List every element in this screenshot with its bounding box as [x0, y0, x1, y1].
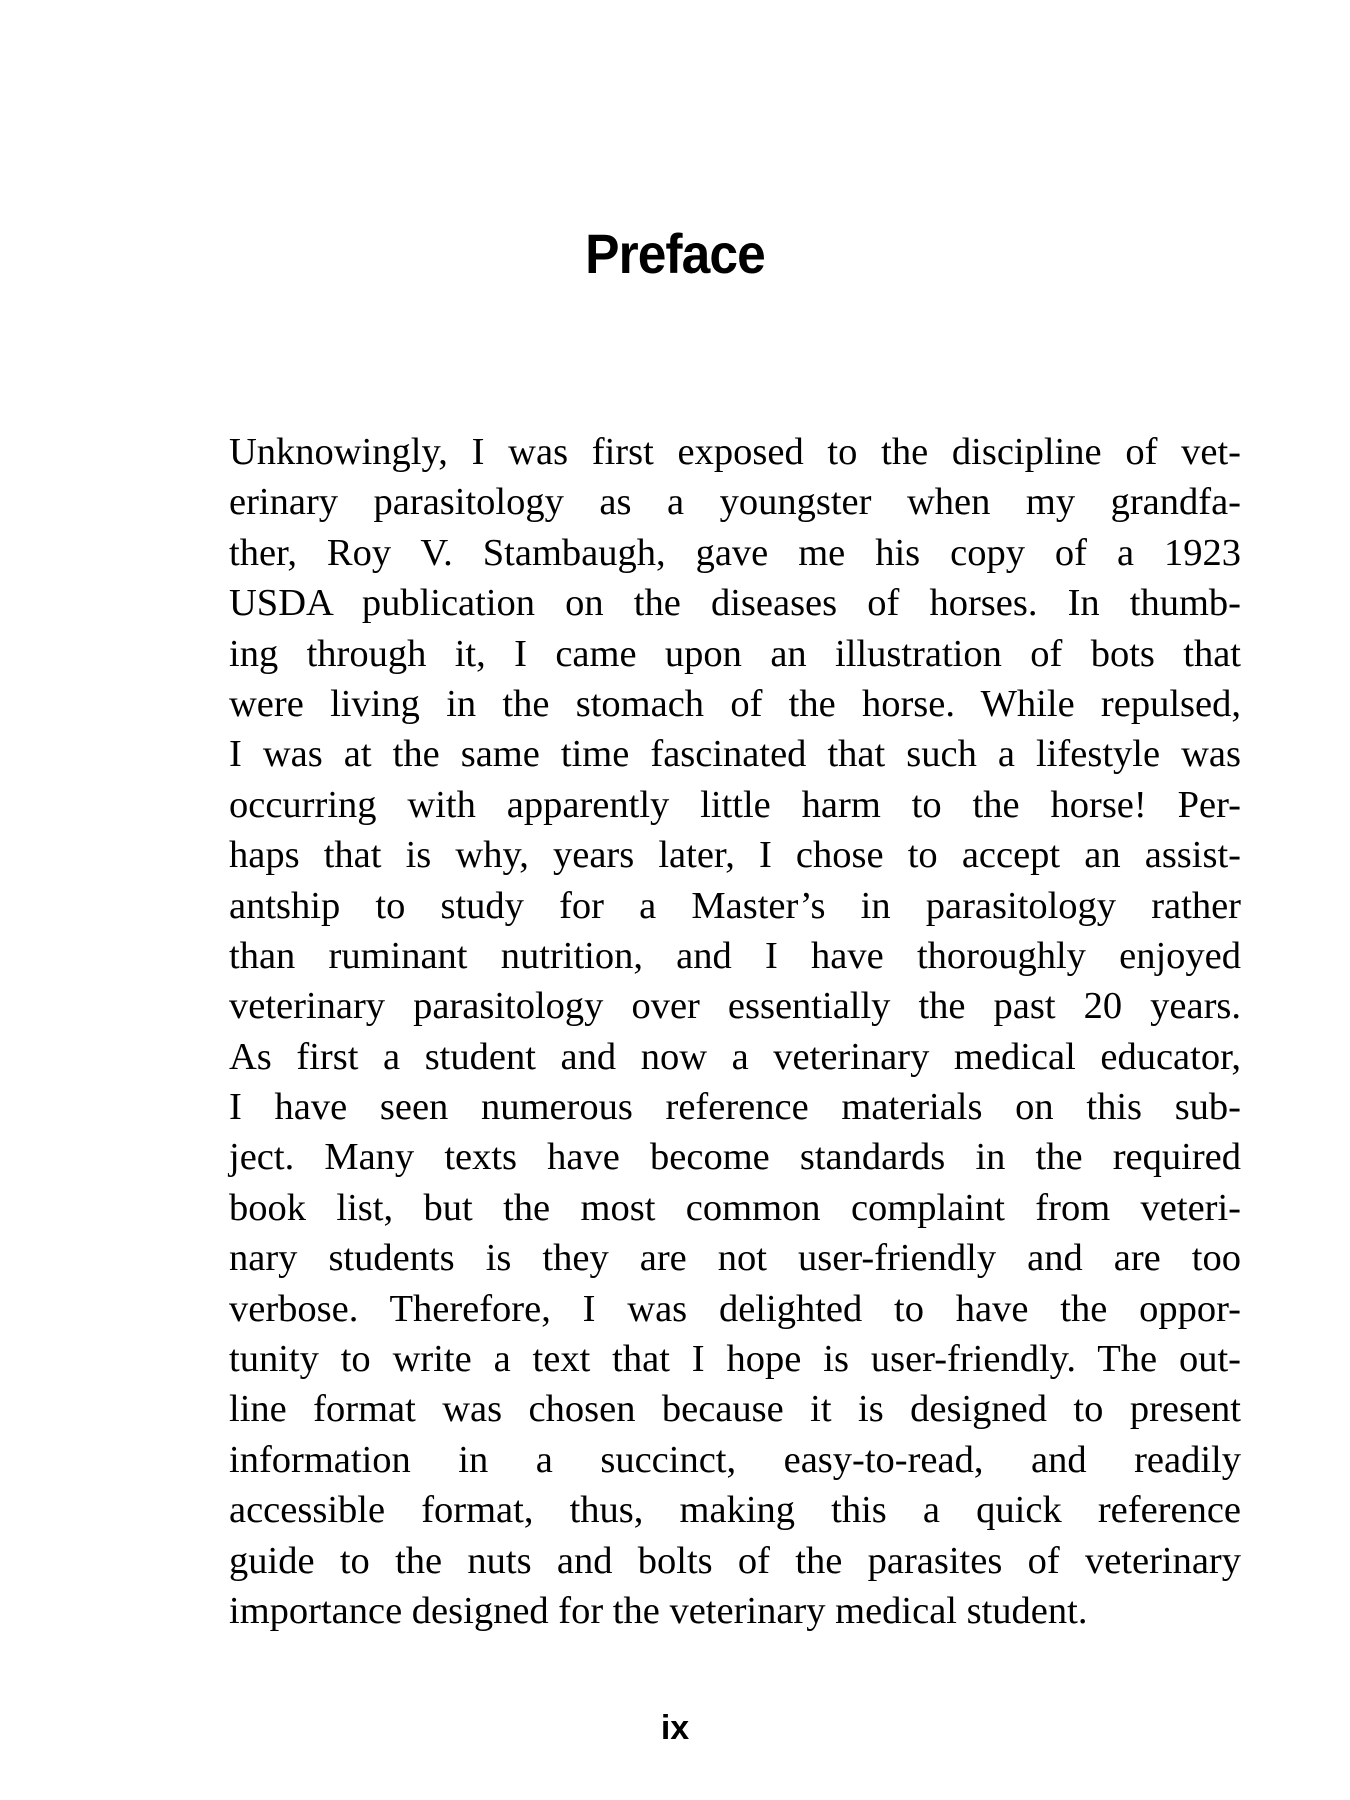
text-line: ther, Roy V. Stambaugh, gave me his copy of a 1923 [229, 531, 1241, 574]
text-line: accessible format, thus, making this a quick reference [229, 1489, 1241, 1532]
text-line: ject. Many texts have become standards in the required [229, 1136, 1241, 1179]
text-line: nary students is they are not user-friendly and are too [229, 1237, 1241, 1280]
text-line: haps that is why, years later, I chose to accept an assist- [229, 834, 1241, 877]
text-line: than ruminant nutrition, and I have thoroughly enjoyed [229, 934, 1241, 977]
text-line: I have seen numerous reference materials on this sub- [229, 1086, 1241, 1129]
text-line: ing through it, I came upon an illustration of bots that [229, 632, 1241, 675]
text-line: line format was chosen because it is designed to present [229, 1388, 1241, 1431]
text-line: USDA publication on the diseases of horses. In thumb- [229, 582, 1241, 625]
page-number: ix [660, 1709, 690, 1747]
text-line: erinary parasitology as a youngster when my grandfa- [229, 481, 1241, 524]
text-line: information in a succinct, easy-to-read, and readily [229, 1438, 1241, 1481]
text-line: I was at the same time fascinated that such a lifestyle was [229, 733, 1241, 776]
text-line: importance designed for the veterinary medical student. [229, 1589, 1088, 1632]
page-title: Preface [585, 222, 765, 285]
text-line: tunity to write a text that I hope is user-friendly. The out- [229, 1338, 1241, 1381]
text-line: verbose. Therefore, I was delighted to have the oppor- [229, 1287, 1241, 1330]
text-line: occurring with apparently little harm to the horse! Per- [229, 783, 1241, 826]
text-line: As first a student and now a veterinary medical educator, [229, 1035, 1241, 1078]
text-line: guide to the nuts and bolts of the parasites of veterinary [229, 1539, 1241, 1582]
text-line: veterinary parasitology over essentially the past 20 years. [229, 985, 1241, 1028]
preface-paragraph [229, 427, 1241, 1636]
text-line: were living in the stomach of the horse. While repulsed, [229, 682, 1241, 725]
text-line: Unknowingly, I was first exposed to the discipline of vet- [229, 431, 1241, 473]
text-line: book list, but the most common complaint from veteri- [229, 1186, 1241, 1229]
text-line: antship to study for a Master’s in parasitology rather [229, 884, 1241, 927]
